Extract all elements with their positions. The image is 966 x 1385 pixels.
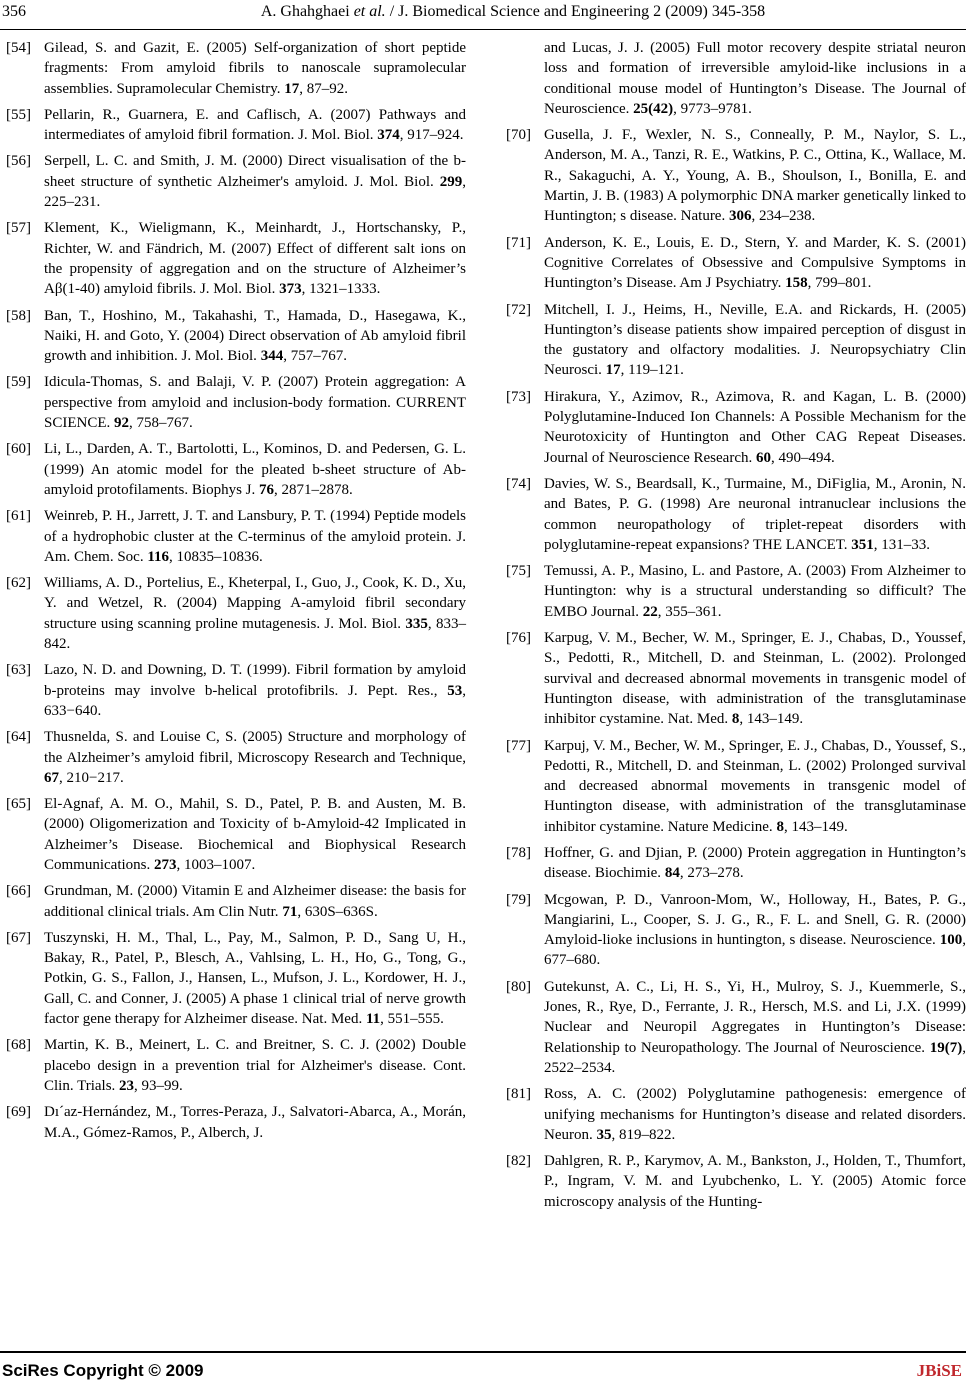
reference-volume: 100 — [939, 932, 963, 949]
reference-text: Hoffner, G. and Djian, P. (2000) Protein aggregation in Huntington’s disease. Biochimie. — [544, 844, 966, 882]
reference-entry — [6, 1102, 466, 1143]
reference-number: [74] — [506, 475, 531, 492]
reference-pages: , 9773–9781. — [673, 100, 752, 117]
reference-volume: 71 — [282, 903, 298, 920]
reference-pages: , 633−640. — [44, 682, 466, 719]
reference-text: Martin, K. B., Meinert, L. C. and Breitner, S. C. J. (2002) Double placebo design in a prevention trial for Alzheimer's disease. Cont. Clin. Trials. — [44, 1037, 466, 1094]
reference-number: [75] — [506, 563, 531, 580]
reference-text: Mcgowan, P. D., Vanroon-Mom, W., Holloway, H., Bates, P. G., Mangiarini, L., Cooper, S. J. G., R., F. L. and Snell, G. R. (2000) Amyloid-lioke inclusions in huntington, s disease. Neuroscience. — [544, 891, 966, 949]
reference-text: Serpell, L. C. and Smith, J. M. (2000) Direct visualisation of the b-sheet structure of synthetic Alzheimer's amyloid. J. Mol. Biol. — [44, 153, 466, 190]
reference-entry — [6, 439, 466, 500]
reference-pages: , 355–361. — [657, 603, 722, 620]
reference-number: [54] — [6, 40, 31, 56]
reference-number: [63] — [6, 662, 31, 679]
reference-number: [82] — [506, 1153, 531, 1170]
reference-entry — [506, 233, 966, 294]
reference-entry — [6, 372, 466, 433]
reference-entry — [6, 573, 466, 654]
reference-volume: 25(42) — [633, 100, 674, 117]
reference-volume: 158 — [785, 275, 808, 292]
reference-volume: 335 — [405, 615, 428, 632]
reference-number: [72] — [506, 301, 531, 318]
reference-number: [62] — [6, 575, 31, 592]
reference-text: Karpug, V. M., Becher, W. M., Springer, E. J., Chabas, D., Youssef, S., Pedotti, R., Mitchell, D. and Steinman, L. (2002). Prolonged survival and decreased abnormal movements in transgenic model of Huntington disease, with administration of the transglutaminase inhibitor cystamine. Nat. Med. — [544, 630, 966, 728]
reference-number: [78] — [506, 844, 531, 861]
reference-volume: 8 — [731, 711, 740, 728]
reference-volume: 11 — [365, 1011, 381, 1028]
reference-volume: 8 — [776, 818, 784, 835]
reference-pages: , 490–494. — [771, 449, 835, 466]
reference-volume: 373 — [279, 281, 302, 298]
reference-number: [81] — [506, 1086, 531, 1103]
reference-text: Dahlgren, R. P., Karymov, A. M., Bankston, J., Holden, T., Thumfort, P., Ingram, V. M. and Lyubchenko, L. Y. (2005) Atomic force microscopy analysis of the Hunting- — [544, 1153, 966, 1210]
journal-abbreviation: JBiSE — [916, 1361, 962, 1380]
running-head: A. Ghahghaei et al. / J. Biomedical Science and Engineering 2 (2009) 345-358 — [260, 3, 766, 20]
reference-number: [56] — [6, 153, 31, 170]
reference-volume: 17 — [284, 80, 300, 97]
reference-number: [61] — [6, 508, 31, 525]
reference-entry — [6, 306, 466, 367]
reference-entry — [506, 843, 966, 884]
reference-pages: , 131–33. — [873, 536, 931, 553]
reference-pages: , 2871–2878. — [274, 481, 353, 498]
reference-volume: 344 — [260, 348, 284, 365]
reference-number: [69] — [6, 1104, 31, 1121]
reference-text: Hirakura, Y., Azimov, R., Azimova, R. and Kagan, L. B. (2000) Polyglutamine-Induced Ion Channels: A Possible Mechanism for the Neurotoxicity of Huntington and Other CAG Repeat Diseases. Journal of Neuroscience Research. — [544, 388, 966, 466]
references-right-column — [506, 38, 966, 1218]
reference-text: Davies, W. S., Beardsall, K., Turmaine, M., DiFiglia, M., Aronin, N. and Bates, P. G. (1998) Are neuronal intranuclear inclusions the common neuropathology of triplet-repeat disorders with polyglutamine-repeat expansions? THE LANCET. — [544, 475, 966, 553]
reference-number: [65] — [6, 796, 31, 813]
reference-number: [68] — [6, 1037, 31, 1054]
reference-volume: 17 — [605, 362, 621, 379]
reference-volume: 84 — [664, 865, 680, 882]
reference-entry — [506, 561, 966, 622]
reference-entry — [506, 977, 966, 1078]
reference-text: Thusnelda, S. and Louise C, S. (2005) Structure and morphology of the Alzheimer’s amyloid fibril, Microscopy Research and Technique, — [44, 729, 466, 766]
reference-volume: 273 — [154, 856, 177, 873]
reference-volume: 374 — [377, 127, 400, 144]
reference-pages: , 210−217. — [59, 769, 124, 786]
reference-pages: , 917–924. — [399, 127, 464, 144]
reference-entry — [6, 727, 466, 788]
reference-volume: 53 — [447, 682, 463, 699]
reference-volume: 22 — [642, 603, 658, 620]
reference-pages: , 225–231. — [44, 173, 466, 211]
reference-number: [76] — [506, 630, 531, 647]
references-left-column — [6, 38, 466, 1149]
copyright-notice: SciRes Copyright © 2009 — [2, 1361, 204, 1380]
reference-text: El-Agnaf, A. M. O., Mahil, S. D., Patel, P. B. and Austen, M. B. (2000) Oligomerization and Toxicity of b-Amyloid-42 Implicated in Alzheimer’s Disease. Biochemical and Biophysical Research Communications. — [44, 796, 466, 873]
reference-pages: , 93–99. — [134, 1077, 183, 1094]
reference-pages: , 758–767. — [129, 415, 193, 432]
reference-pages: , 119–121. — [620, 362, 684, 379]
reference-text: Gusella, J. F., Wexler, N. S., Conneally, P. M., Naylor, S. L., Anderson, M. A., Tanzi, R. E., Watkins, P. C., Ottina, K., Wallace, M. R., Sakaguchi, A. Y., Young, A. B., Shoulson, I., Bonilla, E. and Martin, J. B. (1983) A polymorphic DNA marker genetically linked to Huntington; s disease. Nature. — [544, 127, 966, 225]
reference-pages: , 1321–1333. — [301, 281, 381, 298]
page-header — [0, 0, 966, 34]
reference-entry — [6, 660, 466, 721]
reference-text: and Lucas, J. J. (2005) Full motor recovery despite striatal neuron loss and formation of irreversible amyloid-like inclusions in a conditional mouse model of Huntington’s Disease. The Journal of Neuroscience. — [544, 40, 966, 117]
reference-number: [67] — [6, 929, 31, 946]
reference-text: Klement, K., Wieligmann, K., Meinhardt, J., Hortschansky, P., Richter, W. and Fändrich, M. (2007) Effect of different salt ions on the propensity of aggregation and on the structure of Alzheimer’s Aβ(1-40) amyloid fibrils. J. Mol. Biol. — [44, 220, 466, 298]
reference-number: [60] — [6, 441, 31, 458]
reference-text: Mitchell, I. J., Heims, H., Neville, E.A. and Rickards, H. (2005) Huntington’s disease patients show impaired perception of disgust in the gustatory and olfactory modalities. J. Neuropsychiatry Clin Neurosci. — [544, 301, 966, 379]
reference-text: Weinreb, P. H., Jarrett, J. T. and Lansbury, P. T. (1994) Peptide models of a hydrophobic cluster at the C-terminus of the amyloid protein. J. Am. Chem. Soc. — [44, 508, 466, 565]
reference-volume: 67 — [44, 769, 59, 786]
reference-number: [55] — [6, 106, 31, 123]
reference-number: [59] — [6, 374, 31, 391]
reference-number: [73] — [506, 388, 531, 405]
reference-text: Lazo, N. D. and Downing, D. T. (1999). Fibril formation by amyloid b-proteins may involve b-helical protofibrils. J. Pept. Res., — [44, 662, 466, 699]
reference-text: Tuszynski, H. M., Thal, L., Pay, M., Salmon, P. D., Sang U, H., Bakay, R., Patel, P., Blesch, A., Vahlsing, L. H., Ho, G., Tong, G., Potkin, G. S., Fallon, J., Hansen, L., Mufson, J. L., Kordower, H. J., Gall, C. and Conner, J. (2005) A phase 1 clinical trial of nerve growth factor gene therapy for Alzheimer disease. Nat. Med. — [44, 929, 466, 1028]
reference-text: Ban, T., Hoshino, M., Takahashi, T., Hamada, D., Hasegawa, K., Naiki, H. and Goto, Y. (2004) Direct observation of Ab amyloid fibril growth and inhibition. J. Mol. Biol. — [44, 307, 466, 365]
reference-volume: 60 — [756, 449, 771, 466]
reference-text: Dı´az-Hernández, M., Torres-Peraza, J., Salvatori-Abarca, A., Morán, M.A., Gómez-Ramos, P., Alberch, J. — [44, 1104, 466, 1141]
reference-entry — [506, 890, 966, 971]
reference-volume: 116 — [147, 548, 170, 565]
reference-volume: 92 — [114, 415, 130, 432]
reference-text: Ross, A. C. (2002) Polyglutamine pathogenesis: emergence of unifying mechanisms for Huntington’s disease and related disorders. Neuron. — [544, 1086, 966, 1143]
reference-entry — [6, 506, 466, 567]
reference-volume: 351 — [851, 536, 874, 553]
reference-pages: , 87–92. — [299, 80, 348, 97]
reference-entry — [6, 105, 466, 146]
reference-number: [77] — [506, 737, 531, 754]
reference-entry — [506, 387, 966, 468]
reference-volume: 35 — [596, 1126, 612, 1143]
header-rule — [0, 29, 966, 30]
reference-pages: , 833–842. — [44, 615, 467, 653]
reference-pages: , 1003–1007. — [176, 856, 256, 873]
reference-text: Li, L., Darden, A. T., Bartolotti, L., Kominos, D. and Pedersen, G. L. (1999) An atomic model for the pleated b-sheet structure of Ab- amyloid protofilaments. Biophys J. — [44, 441, 466, 498]
reference-volume: 299 — [439, 173, 463, 190]
reference-entry — [506, 1151, 966, 1212]
reference-pages: , 10835–10836. — [169, 548, 263, 565]
reference-number: [71] — [506, 234, 531, 251]
reference-pages: , 234–238. — [751, 208, 816, 225]
reference-volume: 76 — [259, 481, 274, 498]
reference-text: Gutekunst, A. C., Li, H. S., Yi, H., Mulroy, S. J., Kuemmerle, S., Jones, R., Rye, D., Ferrante, J. R., Hersch, M.S. and Li, J.X. (1999) Nuclear and Neuropil Aggregates in Huntington’s Disease: Relationship to Neuropathology. The Journal of Neuroscience. — [544, 978, 966, 1056]
reference-entry — [506, 474, 966, 555]
reference-text: Karpuj, V. M., Becher, W. M., Springer, E. J., Chabas, D., Youssef, S., Pedotti, R., Mitchell, D. and Steinman, L. (2002) Prolonged survival and decreased abnormal movements in transgenic model of Huntington disease, with administration of the transglutaminase inhibitor cystamine. Nature Medicine. — [544, 737, 966, 835]
reference-entry — [6, 218, 466, 299]
reference-text: Gilead, S. and Gazit, E. (2005) Self-organization of short peptide fragments: From amyloid fibrils to nanoscale supramolecular assemblies. Supramolecular Chemistry. — [44, 40, 466, 97]
reference-number: [58] — [6, 307, 31, 324]
reference-number: [80] — [506, 978, 531, 995]
reference-text: Pellarin, R., Guarnera, E. and Caflisch, A. (2007) Pathways and intermediates of amyloid fibril formation. J. Mol. Biol. — [44, 106, 466, 144]
reference-pages: , 819–822. — [611, 1126, 676, 1143]
reference-pages: , 630S–636S. — [297, 903, 378, 920]
reference-entry — [6, 881, 466, 922]
reference-entry — [6, 1035, 466, 1096]
reference-text: Temussi, A. P., Masino, L. and Pastore, A. (2003) From Alzheimer to Huntington: why is a structural understanding so difficult? The EMBO Journal. — [544, 563, 966, 620]
reference-volume: 19(7) — [929, 1039, 963, 1056]
reference-entry — [506, 736, 966, 837]
reference-entry — [6, 151, 466, 212]
reference-text: Idicula-Thomas, S. and Balaji, V. P. (2007) Protein aggregation: A perspective from amyloid and inclusion-body formation. CURRENT SCIENCE. — [44, 374, 466, 432]
reference-text: Anderson, K. E., Louis, E. D., Stern, Y. and Marder, K. S. (2001) Cognitive Correlates of Obsessive and Compulsive Symptoms in Huntington’s Disease. Am J Psychiatry. — [544, 234, 966, 292]
page-number: 356 — [2, 3, 26, 20]
reference-pages: , 677–680. — [544, 932, 966, 969]
reference-pages: , 273–278. — [679, 865, 744, 882]
reference-pages: , 143–149. — [783, 818, 848, 835]
reference-number: [57] — [6, 220, 31, 237]
reference-entry — [506, 300, 966, 381]
reference-number: [70] — [506, 127, 531, 144]
reference-pages: , 143–149. — [739, 711, 804, 728]
reference-number: [64] — [6, 729, 31, 746]
reference-volume: 23 — [119, 1077, 135, 1094]
reference-text: Grundman, M. (2000) Vitamin E and Alzheimer disease: the basis for additional clinical trials. Am Clin Nutr. — [44, 883, 466, 920]
reference-entry — [6, 794, 466, 875]
page-footer — [0, 1351, 966, 1385]
reference-entry — [6, 928, 466, 1029]
reference-number: [79] — [506, 891, 531, 908]
reference-pages: , 551–555. — [380, 1011, 444, 1028]
reference-text: Williams, A. D., Portelius, E., Kheterpal, I., Guo, J., Cook, K. D., Xu, Y. and Wetzel, R. (2004) Mapping A-amyloid fibril secondary structure using scanning proline mutagenesis. J. Mol. Biol. — [44, 575, 466, 632]
footer-rule — [0, 1351, 966, 1353]
reference-entry — [506, 628, 966, 729]
reference-pages: , 2522–2534. — [544, 1039, 966, 1076]
reference-pages: , 799–801. — [807, 275, 872, 292]
reference-number: [66] — [6, 883, 31, 900]
reference-entry — [6, 38, 466, 99]
reference-entry — [506, 1084, 966, 1145]
reference-entry — [506, 38, 966, 119]
reference-entry — [506, 125, 966, 226]
reference-volume: 306 — [728, 208, 752, 225]
reference-pages: , 757–767. — [283, 348, 347, 365]
